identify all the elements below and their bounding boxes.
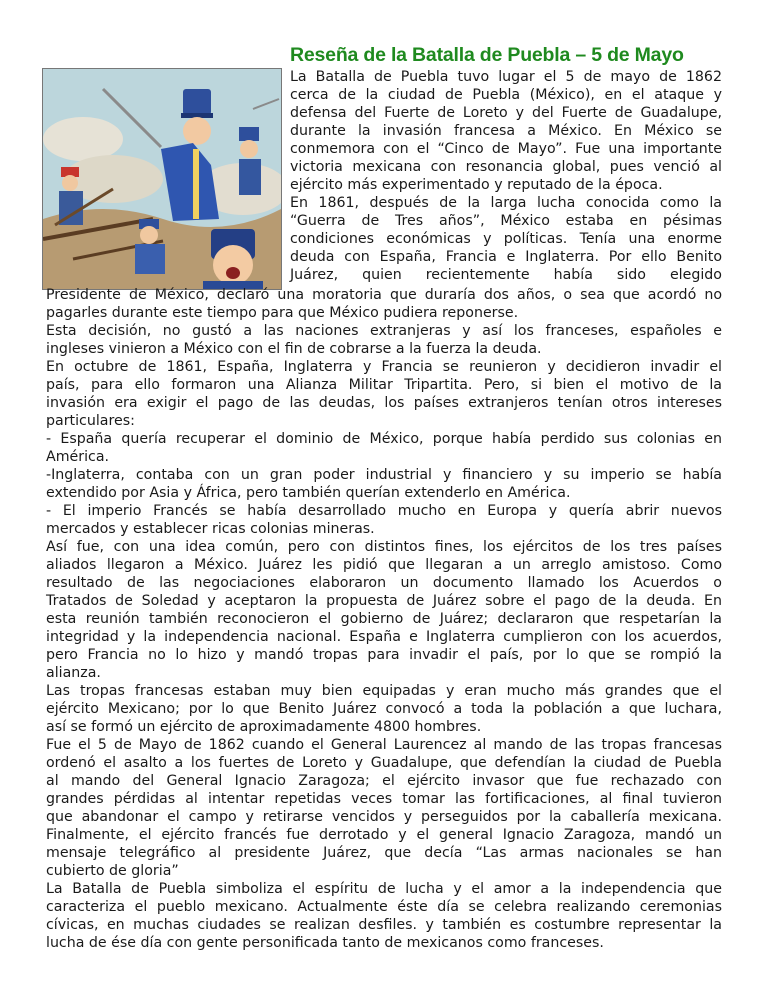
text-line: ordenó el asalto a los fuertes de Loreto y Guadalupe, que defendían la ciudad de Puebla: [46, 755, 722, 771]
text-line: durante la invasión francesa a México. En México se: [290, 123, 722, 139]
text-line: ejército más experimentado y reputado de la época.: [290, 177, 663, 193]
text-line: Juárez, quien recientemente había sido elegido: [290, 267, 722, 283]
text-line: Esta decisión, no gustó a las naciones extranjeras y así los franceses, españoles e: [46, 323, 722, 339]
text-line: pagarles durante este tiempo para que México pudiera reponerse.: [46, 305, 519, 321]
battle-scene-icon: [43, 69, 281, 289]
text-line: cubierto de gloria”: [46, 863, 179, 879]
text-line: Finalmente, el ejército francés fue derrotado y el general Ignacio Zaragoza, mandó un: [46, 827, 722, 843]
text-line: grandes pérdidas al intentar repetidas veces tomar las fortificaciones, al final tuvieron: [46, 791, 722, 807]
text-line: En octubre de 1861, España, Inglaterra y Francia se reunieron y decidieron invadir el: [46, 359, 722, 375]
text-line: que abandonar el campo y retirarse vencidos y perseguidos por la caballería mexicana.: [46, 809, 722, 825]
text-line: La Batalla de Puebla simboliza el espíritu de lucha y el amor a la independencia que: [46, 881, 722, 897]
text-line: Presidente de México, declaró una moratoria que duraría dos años, o sea que acordó no: [46, 287, 722, 303]
text-line: país, para ello formaron una Alianza Militar Tripartita. Pero, si bien el motivo de la: [46, 377, 722, 393]
page-title: Reseña de la Batalla de Puebla – 5 de Mayo: [290, 44, 684, 66]
text-line: “Guerra de Tres años”, México estaba en pésimas: [290, 213, 722, 229]
text-line: mercados y establecer ricas colonias mineras.: [46, 521, 375, 537]
text-line: La Batalla de Puebla tuvo lugar el 5 de mayo de 1862: [290, 69, 722, 85]
text-line: ingleses vinieron a México con el fin de cobrarse a la fuerza la deuda.: [46, 341, 542, 357]
text-line: deuda con España, Francia e Inglaterra. Por ello Benito: [290, 249, 722, 265]
text-line: así se formó un ejército de aproximadamente 4800 hombres.: [46, 719, 482, 735]
text-line: -Inglaterra, contaba con un gran poder industrial y financiero y su imperio se había: [46, 467, 722, 483]
text-line: En 1861, después de la larga lucha conocida como la: [290, 195, 722, 211]
text-line: cívicas, en muchas ciudades se realizan desfiles. y también es costumbre representar la: [46, 917, 722, 933]
text-line: mensaje telegráfico al presidente Juárez, que decía “Las armas nacionales se han: [46, 845, 722, 861]
text-line: ejército Mexicano; por lo que Benito Juárez convocó a toda la población a que luchara,: [46, 701, 722, 717]
text-line: esta reunión también reconocieron el gobierno de Juárez; declararon que respetarían la: [46, 611, 722, 627]
text-line: defensa del Fuerte de Loreto y del Fuerte de Guadalupe,: [290, 105, 722, 121]
text-line: particulares:: [46, 413, 135, 429]
text-line: Así fue, con una idea común, pero con distintos fines, los ejércitos de los tres países: [46, 539, 722, 555]
text-line: Tratados de Soledad y aceptaron la propuesta de Juárez sobre el pago de la deuda. En: [46, 593, 722, 609]
text-line: extendido por Asia y África, pero también querían extenderlo en América.: [46, 485, 571, 501]
text-line: cerca de la ciudad de Puebla (México), en el ataque y: [290, 87, 722, 103]
text-line: lucha de ése día con gente personificada tanto de mexicanos como franceses.: [46, 935, 604, 951]
text-line: condiciones económicas y políticas. Tenía una enorme: [290, 231, 722, 247]
battle-illustration: [42, 68, 282, 290]
text-line: conmemora con el “Cinco de Mayo”. Fue una importante: [290, 141, 722, 157]
text-line: al mando del General Ignacio Zaragoza; el ejército invasor que fue rechazado con: [46, 773, 722, 789]
text-line: - El imperio Francés se había desarrollado mucho en Europa y quería abrir nuevos: [46, 503, 722, 519]
text-line: invasión era exigir el pago de las deudas, los países extranjeros tenían otros intereses: [46, 395, 722, 411]
text-line: caracteriza el pueblo mexicano. Actualmente éste día se celebra realizando ceremonias: [46, 899, 722, 915]
text-line: Las tropas francesas estaban muy bien equipadas y eran mucho más grandes que el: [46, 683, 722, 699]
text-line: victoria mexicana con resonancia global, pues venció al: [290, 159, 722, 175]
text-line: Fue el 5 de Mayo de 1862 cuando el General Laurencez al mando de las tropas francesas: [46, 737, 722, 753]
text-line: pero Francia no lo hizo y mandó tropas para invadir el país, por lo que se rompió la: [46, 647, 722, 663]
text-line: - España quería recuperar el dominio de México, porque había perdido sus colonias en: [46, 431, 722, 447]
text-line: alianza.: [46, 665, 101, 681]
text-line: América.: [46, 449, 110, 465]
text-line: integridad y la independencia nacional. España e Inglaterra cumplieron con los acuerdos,: [46, 629, 722, 645]
text-line: resultado de las negociaciones elaboraron un documento llamado los Acuerdos o: [46, 575, 722, 591]
text-line: aliados llegaron a México. Juárez les pidió que llegaran a un arreglo amistoso. Como: [46, 557, 722, 573]
